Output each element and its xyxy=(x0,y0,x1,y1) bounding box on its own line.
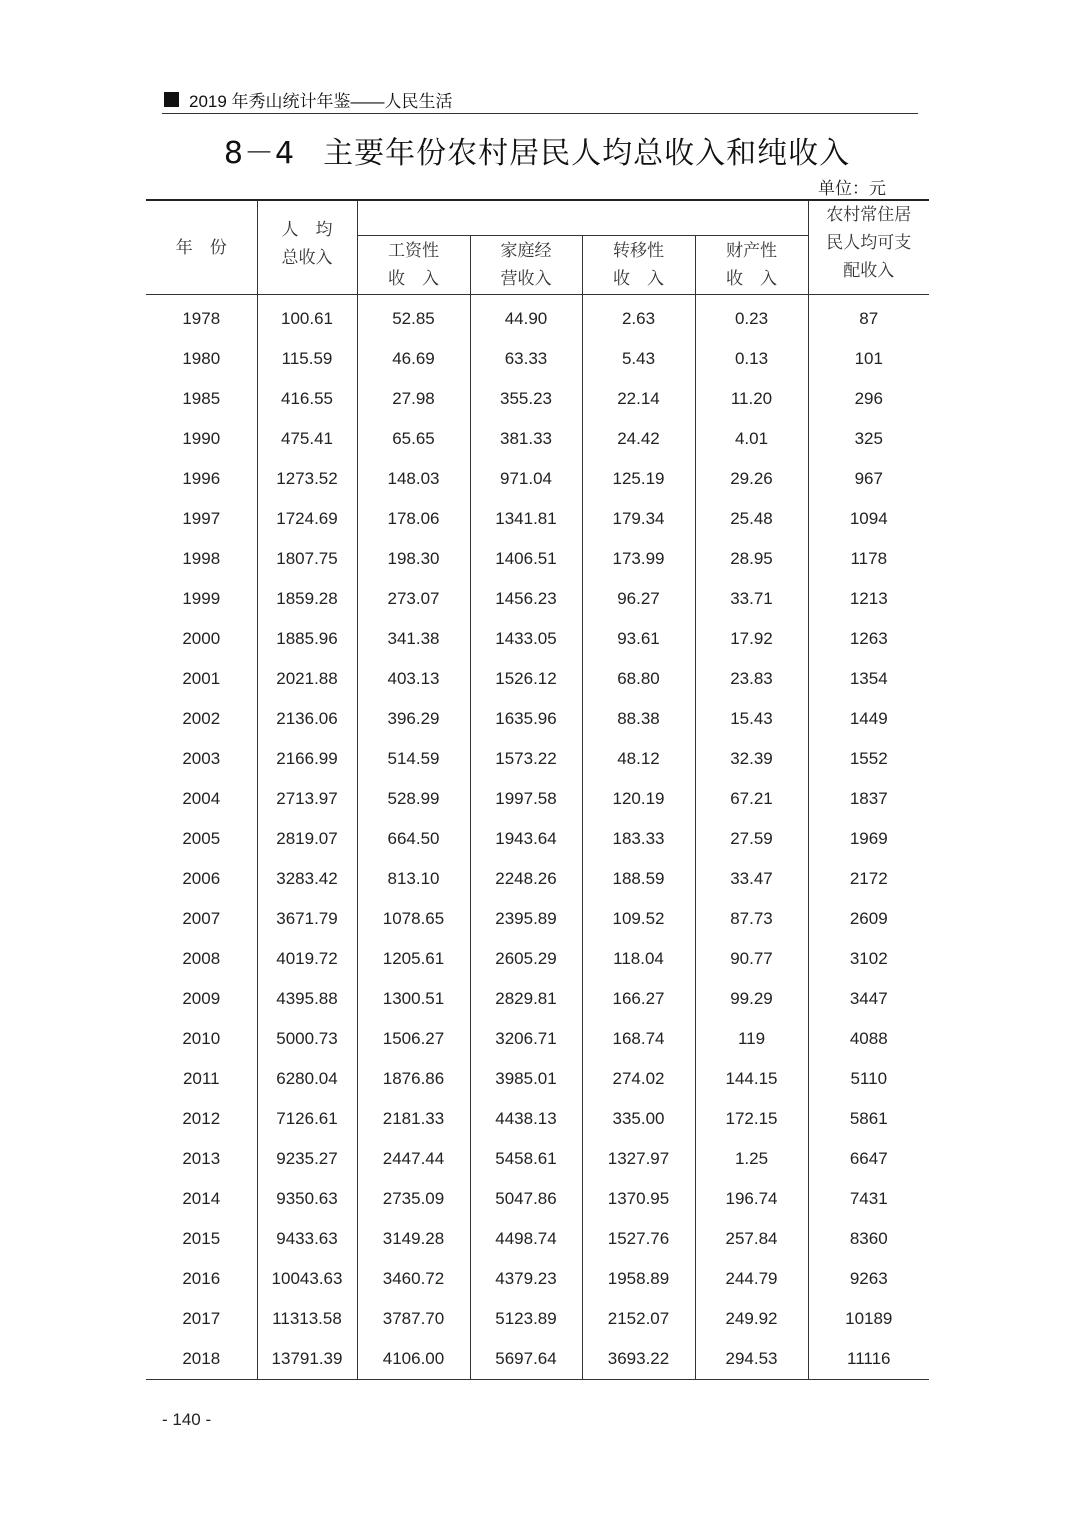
cell-family-business-income: 3985.01 xyxy=(470,1059,582,1099)
cell-total-income: 3283.42 xyxy=(257,859,357,899)
header-family-business-income: 家庭经 营收入 xyxy=(470,236,582,295)
cell-total-income: 10043.63 xyxy=(257,1259,357,1299)
cell-disposable-income: 967 xyxy=(808,459,929,499)
header-year: 年 份 xyxy=(146,200,257,295)
cell-transfer-income: 1327.97 xyxy=(582,1139,695,1179)
cell-wage-income: 4106.00 xyxy=(357,1339,470,1380)
cell-year: 2005 xyxy=(182,829,221,848)
cell-family-business-income: 4379.23 xyxy=(470,1259,582,1299)
cell-year: 1978 xyxy=(182,309,221,328)
cell-total-income: 9235.27 xyxy=(257,1139,357,1179)
cell-transfer-income: 96.27 xyxy=(582,579,695,619)
cell-family-business-income: 1943.64 xyxy=(470,819,582,859)
cell-family-business-income: 5697.64 xyxy=(470,1339,582,1380)
table-row xyxy=(146,939,929,979)
cell-transfer-income: 274.02 xyxy=(582,1059,695,1099)
cell-transfer-income: 68.80 xyxy=(582,659,695,699)
table-row xyxy=(146,779,929,819)
cell-property-income: 172.15 xyxy=(695,1099,808,1139)
cell-family-business-income: 1456.23 xyxy=(470,579,582,619)
cell-disposable-income: 1263 xyxy=(808,619,929,659)
cell-transfer-income: 2.63 xyxy=(582,295,695,340)
cell-year: 2001 xyxy=(182,669,221,688)
cell-family-business-income: 44.90 xyxy=(470,295,582,340)
table-row xyxy=(146,1259,929,1299)
cell-wage-income: 2735.09 xyxy=(357,1179,470,1219)
cell-year: 2008 xyxy=(182,949,221,968)
cell-property-income: 90.77 xyxy=(695,939,808,979)
cell-property-income: 23.83 xyxy=(695,659,808,699)
cell-transfer-income: 335.00 xyxy=(582,1099,695,1139)
table-row xyxy=(146,419,929,459)
cell-disposable-income: 9263 xyxy=(808,1259,929,1299)
cell-transfer-income: 166.27 xyxy=(582,979,695,1019)
running-head xyxy=(164,88,453,110)
cell-property-income: 196.74 xyxy=(695,1179,808,1219)
table-row xyxy=(146,1139,929,1179)
cell-wage-income: 3787.70 xyxy=(357,1299,470,1339)
cell-year: 2006 xyxy=(182,869,221,888)
cell-transfer-income: 125.19 xyxy=(582,459,695,499)
cell-family-business-income: 2605.29 xyxy=(470,939,582,979)
header-rule xyxy=(162,113,918,114)
cell-disposable-income: 1837 xyxy=(808,779,929,819)
cell-family-business-income: 1341.81 xyxy=(470,499,582,539)
cell-disposable-income: 4088 xyxy=(808,1019,929,1059)
cell-year: 1997 xyxy=(182,509,221,528)
cell-year: 1985 xyxy=(182,389,221,408)
cell-transfer-income: 188.59 xyxy=(582,859,695,899)
cell-transfer-income: 1370.95 xyxy=(582,1179,695,1219)
cell-disposable-income: 5861 xyxy=(808,1099,929,1139)
table-row xyxy=(146,1179,929,1219)
table-row xyxy=(146,739,929,779)
cell-transfer-income: 179.34 xyxy=(582,499,695,539)
cell-disposable-income: 3447 xyxy=(808,979,929,1019)
cell-wage-income: 2181.33 xyxy=(357,1099,470,1139)
cell-total-income: 2021.88 xyxy=(257,659,357,699)
cell-total-income: 6280.04 xyxy=(257,1059,357,1099)
cell-transfer-income: 93.61 xyxy=(582,619,695,659)
cell-total-income: 416.55 xyxy=(257,379,357,419)
table-row xyxy=(146,459,929,499)
cell-property-income: 25.48 xyxy=(695,499,808,539)
cell-year: 2015 xyxy=(182,1229,221,1248)
cell-wage-income: 178.06 xyxy=(357,499,470,539)
cell-property-income: 33.47 xyxy=(695,859,808,899)
table-row xyxy=(146,1219,929,1259)
cell-family-business-income: 2248.26 xyxy=(470,859,582,899)
cell-wage-income: 813.10 xyxy=(357,859,470,899)
cell-total-income: 11313.58 xyxy=(257,1299,357,1339)
cell-total-income: 9433.63 xyxy=(257,1219,357,1259)
table-row xyxy=(146,659,929,699)
cell-disposable-income: 3102 xyxy=(808,939,929,979)
cell-family-business-income: 3206.71 xyxy=(470,1019,582,1059)
cell-disposable-income: 296 xyxy=(808,379,929,419)
cell-wage-income: 1205.61 xyxy=(357,939,470,979)
cell-wage-income: 27.98 xyxy=(357,379,470,419)
cell-property-income: 144.15 xyxy=(695,1059,808,1099)
cell-family-business-income: 5047.86 xyxy=(470,1179,582,1219)
table-row xyxy=(146,339,929,379)
table-row xyxy=(146,819,929,859)
cell-wage-income: 341.38 xyxy=(357,619,470,659)
cell-property-income: 32.39 xyxy=(695,739,808,779)
cell-wage-income: 46.69 xyxy=(357,339,470,379)
cell-disposable-income: 1969 xyxy=(808,819,929,859)
cell-family-business-income: 971.04 xyxy=(470,459,582,499)
cell-family-business-income: 4498.74 xyxy=(470,1219,582,1259)
cell-total-income: 3671.79 xyxy=(257,899,357,939)
cell-property-income: 27.59 xyxy=(695,819,808,859)
header-property-income: 财产性 收 入 xyxy=(695,236,808,295)
cell-total-income: 5000.73 xyxy=(257,1019,357,1059)
cell-wage-income: 2447.44 xyxy=(357,1139,470,1179)
cell-transfer-income: 5.43 xyxy=(582,339,695,379)
cell-total-income: 4019.72 xyxy=(257,939,357,979)
cell-year: 2013 xyxy=(182,1149,221,1168)
cell-family-business-income: 5123.89 xyxy=(470,1299,582,1339)
cell-property-income: 0.13 xyxy=(695,339,808,379)
cell-year: 1999 xyxy=(182,589,221,608)
cell-property-income: 4.01 xyxy=(695,419,808,459)
cell-transfer-income: 3693.22 xyxy=(582,1339,695,1380)
cell-year: 2014 xyxy=(182,1189,221,1208)
cell-family-business-income: 381.33 xyxy=(470,419,582,459)
cell-property-income: 249.92 xyxy=(695,1299,808,1339)
cell-family-business-income: 2395.89 xyxy=(470,899,582,939)
cell-year: 2003 xyxy=(182,749,221,768)
cell-total-income: 2819.07 xyxy=(257,819,357,859)
cell-property-income: 29.26 xyxy=(695,459,808,499)
table-row xyxy=(146,899,929,939)
cell-family-business-income: 1635.96 xyxy=(470,699,582,739)
cell-total-income: 1724.69 xyxy=(257,499,357,539)
cell-wage-income: 1300.51 xyxy=(357,979,470,1019)
running-head-text: 2019 年秀山统计年鉴——人民生活 xyxy=(189,91,453,111)
header-wage-income: 工资性 收 入 xyxy=(357,236,470,295)
cell-wage-income: 528.99 xyxy=(357,779,470,819)
table-row xyxy=(146,499,929,539)
table-row xyxy=(146,379,929,419)
cell-wage-income: 1506.27 xyxy=(357,1019,470,1059)
cell-property-income: 67.21 xyxy=(695,779,808,819)
cell-disposable-income: 1552 xyxy=(808,739,929,779)
cell-disposable-income: 10189 xyxy=(808,1299,929,1339)
cell-total-income: 9350.63 xyxy=(257,1179,357,1219)
cell-property-income: 33.71 xyxy=(695,579,808,619)
cell-year: 2007 xyxy=(182,909,221,928)
cell-transfer-income: 48.12 xyxy=(582,739,695,779)
cell-wage-income: 3460.72 xyxy=(357,1259,470,1299)
cell-wage-income: 396.29 xyxy=(357,699,470,739)
cell-property-income: 15.43 xyxy=(695,699,808,739)
cell-wage-income: 1078.65 xyxy=(357,899,470,939)
cell-year: 2010 xyxy=(182,1029,221,1048)
page-number: - 140 - xyxy=(162,1410,212,1429)
cell-year: 2017 xyxy=(182,1309,221,1328)
cell-wage-income: 664.50 xyxy=(357,819,470,859)
cell-transfer-income: 183.33 xyxy=(582,819,695,859)
cell-wage-income: 514.59 xyxy=(357,739,470,779)
table-row xyxy=(146,295,929,340)
cell-year: 2016 xyxy=(182,1269,221,1288)
table-title-text: 主要年份农村居民人均总收入和纯收入 xyxy=(323,136,851,171)
cell-total-income: 13791.39 xyxy=(257,1339,357,1380)
cell-family-business-income: 355.23 xyxy=(470,379,582,419)
cell-transfer-income: 109.52 xyxy=(582,899,695,939)
header-total-income: 人 均 总收入 xyxy=(257,200,357,295)
cell-property-income: 28.95 xyxy=(695,539,808,579)
table-row xyxy=(146,699,929,739)
cell-year: 1996 xyxy=(182,469,221,488)
cell-year: 1990 xyxy=(182,429,221,448)
table-number: 8－4 xyxy=(223,136,296,171)
cell-disposable-income: 6647 xyxy=(808,1139,929,1179)
table-row xyxy=(146,1099,929,1139)
header-transfer-income: 转移性 收 入 xyxy=(582,236,695,295)
table-row xyxy=(146,619,929,659)
cell-transfer-income: 24.42 xyxy=(582,419,695,459)
cell-disposable-income: 1354 xyxy=(808,659,929,699)
cell-disposable-income: 87 xyxy=(808,295,929,340)
cell-year: 2000 xyxy=(182,629,221,648)
cell-family-business-income: 1573.22 xyxy=(470,739,582,779)
cell-year: 2009 xyxy=(182,989,221,1008)
cell-property-income: 0.23 xyxy=(695,295,808,340)
table-row xyxy=(146,1059,929,1099)
cell-year: 1998 xyxy=(182,549,221,568)
table-title xyxy=(0,128,1074,172)
cell-year: 2011 xyxy=(182,1069,220,1088)
cell-transfer-income: 1527.76 xyxy=(582,1219,695,1259)
black-square-icon xyxy=(164,92,179,107)
cell-year: 2004 xyxy=(182,789,221,808)
cell-year: 1980 xyxy=(182,349,221,368)
cell-family-business-income: 2829.81 xyxy=(470,979,582,1019)
table-row xyxy=(146,859,929,899)
cell-disposable-income: 101 xyxy=(808,339,929,379)
cell-property-income: 119 xyxy=(695,1019,808,1059)
cell-property-income: 294.53 xyxy=(695,1339,808,1380)
cell-total-income: 1807.75 xyxy=(257,539,357,579)
cell-total-income: 100.61 xyxy=(257,295,357,340)
cell-disposable-income: 1178 xyxy=(808,539,929,579)
cell-disposable-income: 7431 xyxy=(808,1179,929,1219)
cell-disposable-income: 1094 xyxy=(808,499,929,539)
cell-property-income: 257.84 xyxy=(695,1219,808,1259)
cell-family-business-income: 1526.12 xyxy=(470,659,582,699)
cell-property-income: 99.29 xyxy=(695,979,808,1019)
cell-family-business-income: 1406.51 xyxy=(470,539,582,579)
cell-disposable-income: 11116 xyxy=(808,1339,929,1380)
table-row xyxy=(146,1299,929,1339)
unit-label: 单位：元 xyxy=(818,179,886,199)
income-table xyxy=(146,199,929,1380)
cell-total-income: 475.41 xyxy=(257,419,357,459)
cell-year: 2002 xyxy=(182,709,221,728)
cell-total-income: 2713.97 xyxy=(257,779,357,819)
cell-property-income: 87.73 xyxy=(695,899,808,939)
cell-wage-income: 52.85 xyxy=(357,295,470,340)
cell-property-income: 11.20 xyxy=(695,379,808,419)
cell-wage-income: 148.03 xyxy=(357,459,470,499)
cell-family-business-income: 5458.61 xyxy=(470,1139,582,1179)
cell-family-business-income: 4438.13 xyxy=(470,1099,582,1139)
table-row xyxy=(146,1019,929,1059)
header-components-group xyxy=(357,200,808,236)
cell-disposable-income: 2172 xyxy=(808,859,929,899)
cell-disposable-income: 2609 xyxy=(808,899,929,939)
cell-total-income: 1273.52 xyxy=(257,459,357,499)
cell-wage-income: 273.07 xyxy=(357,579,470,619)
cell-transfer-income: 118.04 xyxy=(582,939,695,979)
table-row xyxy=(146,979,929,1019)
table-row xyxy=(146,539,929,579)
cell-wage-income: 3149.28 xyxy=(357,1219,470,1259)
cell-transfer-income: 1958.89 xyxy=(582,1259,695,1299)
cell-family-business-income: 1433.05 xyxy=(470,619,582,659)
cell-property-income: 17.92 xyxy=(695,619,808,659)
cell-total-income: 4395.88 xyxy=(257,979,357,1019)
cell-transfer-income: 168.74 xyxy=(582,1019,695,1059)
cell-year: 2018 xyxy=(146,1339,257,1380)
cell-total-income: 2166.99 xyxy=(257,739,357,779)
table-row xyxy=(146,1339,929,1380)
cell-property-income: 244.79 xyxy=(695,1259,808,1299)
cell-disposable-income: 5110 xyxy=(808,1059,929,1099)
table-row xyxy=(146,579,929,619)
cell-wage-income: 403.13 xyxy=(357,659,470,699)
cell-disposable-income: 1449 xyxy=(808,699,929,739)
cell-total-income: 2136.06 xyxy=(257,699,357,739)
cell-wage-income: 198.30 xyxy=(357,539,470,579)
cell-disposable-income: 8360 xyxy=(808,1219,929,1259)
header-disposable-income: 农村常住居 民人均可支 配收入 xyxy=(808,200,929,295)
cell-transfer-income: 120.19 xyxy=(582,779,695,819)
cell-total-income: 1859.28 xyxy=(257,579,357,619)
cell-transfer-income: 88.38 xyxy=(582,699,695,739)
cell-total-income: 1885.96 xyxy=(257,619,357,659)
cell-disposable-income: 1213 xyxy=(808,579,929,619)
cell-wage-income: 1876.86 xyxy=(357,1059,470,1099)
cell-total-income: 7126.61 xyxy=(257,1099,357,1139)
cell-transfer-income: 22.14 xyxy=(582,379,695,419)
cell-total-income: 115.59 xyxy=(257,339,357,379)
cell-family-business-income: 1997.58 xyxy=(470,779,582,819)
cell-wage-income: 65.65 xyxy=(357,419,470,459)
cell-disposable-income: 325 xyxy=(808,419,929,459)
cell-transfer-income: 2152.07 xyxy=(582,1299,695,1339)
cell-year: 2012 xyxy=(182,1109,221,1128)
cell-property-income: 1.25 xyxy=(695,1139,808,1179)
cell-family-business-income: 63.33 xyxy=(470,339,582,379)
cell-transfer-income: 173.99 xyxy=(582,539,695,579)
